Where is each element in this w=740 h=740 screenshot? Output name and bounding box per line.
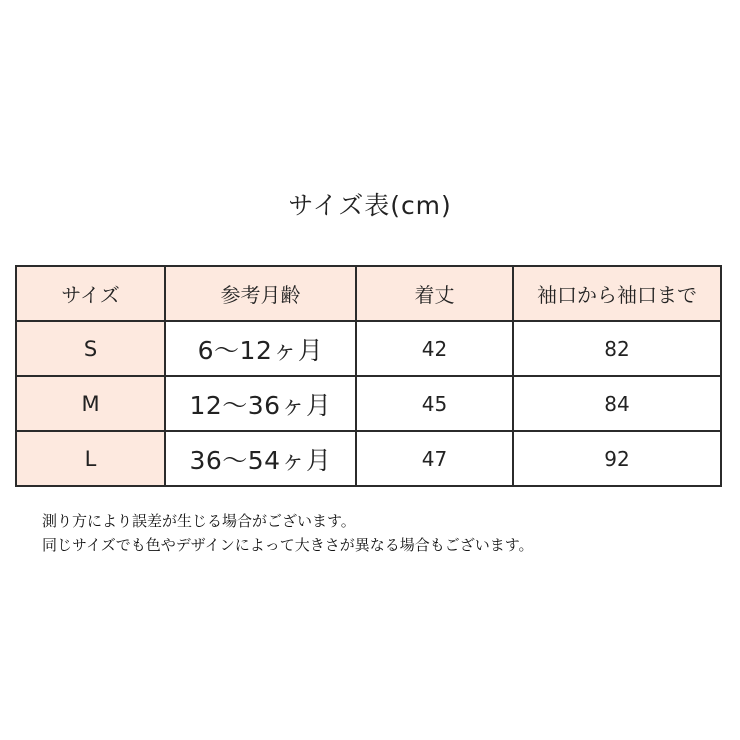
header-age: 参考月齢	[165, 266, 356, 321]
note-line: 測り方により誤差が生じる場合がございます。	[42, 512, 356, 530]
table-row	[16, 376, 721, 431]
notes	[42, 509, 534, 557]
size-cell: S	[16, 321, 165, 376]
sleeve-cell: 82	[513, 321, 721, 376]
length-cell: 47	[356, 431, 513, 486]
header-sleeve: 袖口から袖口まで	[513, 266, 721, 321]
sleeve-cell: 84	[513, 376, 721, 431]
size-cell: M	[16, 376, 165, 431]
table-row	[16, 321, 721, 376]
age-cell: 6〜12ヶ月	[165, 321, 356, 376]
length-cell: 45	[356, 376, 513, 431]
header-length: 着丈	[356, 266, 513, 321]
length-cell: 42	[356, 321, 513, 376]
sleeve-cell: 92	[513, 431, 721, 486]
page-title: サイズ表(cm)	[288, 191, 452, 220]
size-table	[15, 265, 722, 487]
size-cell: L	[16, 431, 165, 486]
note-line: 同じサイズでも色やデザインによって大きさが異なる場合もございます。	[42, 536, 534, 554]
table-row	[16, 431, 721, 486]
age-cell: 36〜54ヶ月	[165, 431, 356, 486]
age-cell: 12〜36ヶ月	[165, 376, 356, 431]
header-size: サイズ	[16, 266, 165, 321]
table-header-row	[16, 266, 721, 321]
